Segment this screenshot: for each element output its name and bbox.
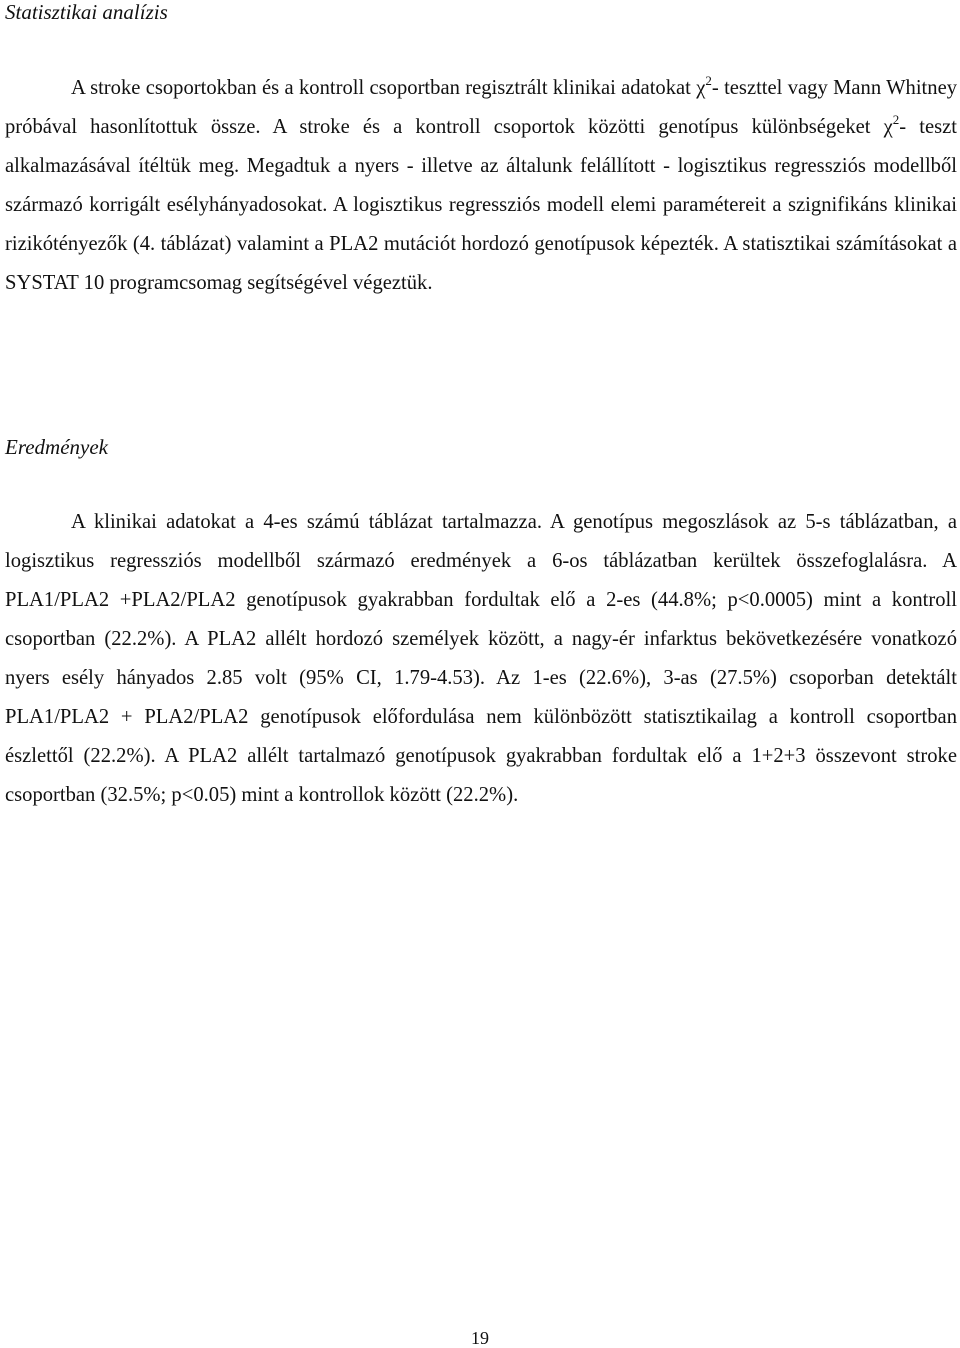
methods-heading: Statisztikai analízis [5, 0, 168, 24]
methods-text-part2: - teszttel vagy Mann Whitney próbával hasonlítottuk össze. A stroke és a kontroll csoportok közötti genotípus különbségeket χ [5, 77, 958, 138]
page-number: 19 [471, 1328, 489, 1348]
methods-text-part1: A stroke csoportokban és a kontroll csoportban regisztrált klinikai adatokat χ [71, 77, 706, 99]
chi-square-superscript: 2 [705, 73, 712, 88]
methods-text-part3: - teszt alkalmazásával ítéltük meg. Megadtuk a nyers - illetve az általunk felállított - logisztikus regressziós modellből származó korrigált esélyhányadosokat. A logisztikus regressziós modell elemi paramétereit a szignifikáns klinikai rizikótényezők (4. táblázat) valamint a PLA2 mutációt hordozó genotípusok képezték. A statisztikai számításokat a SYSTAT 10 programcsomag segítségével végeztük. [5, 116, 957, 294]
methods-paragraph [5, 69, 957, 303]
results-paragraph [5, 503, 957, 815]
chi-square-superscript: 2 [892, 112, 900, 127]
results-heading: Eredmények [5, 435, 108, 459]
results-text: A klinikai adatokat a 4-es számú táblázat tartalmazza. A genotípus megoszlások az 5-s táblázatban, a logisztikus regressziós modellből származó eredmények a 6-os táblázatban kerültek összefoglalásra. A PLA1/PLA2 +PLA2/PLA2 genotípusok gyakrabban fordultak elő a 2-es (44.8%; p<0.0005) mint a kontroll csoportban (22.2%). A PLA2 allélt hordozó személyek között, a nagy-ér infarktus bekövetkezésére vonatkozó nyers esély hányados 2.85 volt (95% CI, 1.79-4.53). Az 1-es (22.6%), 3-as (27.5%) csoporban detektált PLA1/PLA2 + PLA2/PLA2 genotípusok előfordulása nem különbözött statisztikailag a kontroll csoportban észlettől (22.2%). A PLA2 allélt tartalmazó genotípusok gyakrabban fordultak elő a 1+2+3 összevont stroke csoportban (32.5%; p<0.05) mint a kontrollok között (22.2%). [5, 511, 957, 806]
